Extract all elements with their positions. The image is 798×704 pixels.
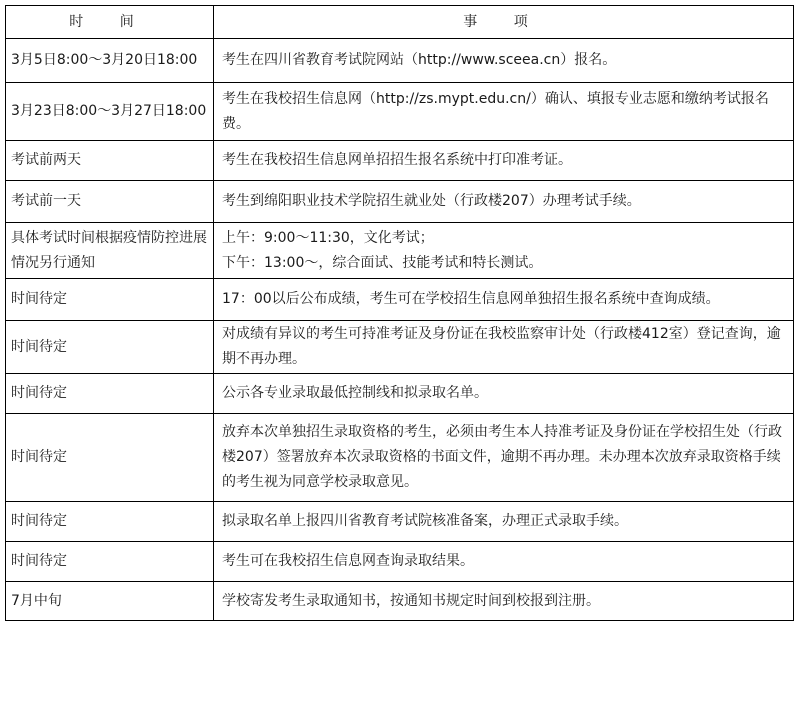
row-time: 3月23日8:00～3月27日18:00 xyxy=(6,83,214,141)
row-time: 时间待定 xyxy=(6,321,214,374)
table-row xyxy=(6,39,794,83)
row-item: 考生在我校招生信息网（http://zs.mypt.edu.cn/）确认、填报专业志愿和缴纳考试报名费。 xyxy=(214,83,794,141)
time-column-header: 时 间 xyxy=(6,6,214,39)
row-time: 时间待定 xyxy=(6,502,214,542)
row-item: 放弃本次单独招生录取资格的考生，必须由考生本人持准考证及身份证在学校招生处（行政楼207）签署放弃本次录取资格的书面文件，逾期不再办理。未办理本次放弃录取资格手续的考生视为同意学校录取意见。 xyxy=(214,414,794,502)
row-item: 学校寄发考生录取通知书，按通知书规定时间到校报到注册。 xyxy=(214,582,794,621)
row-item: 考生在我校招生信息网单招招生报名系统中打印准考证。 xyxy=(214,141,794,181)
row-item: 17：00以后公布成绩，考生可在学校招生信息网单独招生报名系统中查询成绩。 xyxy=(214,279,794,321)
table-row xyxy=(6,279,794,321)
row-time: 时间待定 xyxy=(6,414,214,502)
row-item: 公示各专业录取最低控制线和拟录取名单。 xyxy=(214,374,794,414)
table-header-row xyxy=(6,6,794,39)
row-item: 拟录取名单上报四川省教育考试院核准备案，办理正式录取手续。 xyxy=(214,502,794,542)
morning-schedule-line: 上午：9:00～11:30，文化考试； xyxy=(222,229,434,246)
table-row xyxy=(6,374,794,414)
row-item: 考生在四川省教育考试院网站（http://www.sceea.cn）报名。 xyxy=(214,39,794,83)
row-time: 3月5日8:00～3月20日18:00 xyxy=(6,39,214,83)
table-row xyxy=(6,83,794,141)
row-time: 时间待定 xyxy=(6,542,214,582)
row-time: 7月中旬 xyxy=(6,582,214,621)
row-item: 考生可在我校招生信息网查询录取结果。 xyxy=(214,542,794,582)
row-time: 时间待定 xyxy=(6,279,214,321)
row-time: 具体考试时间根据疫情防控进展情况另行通知 xyxy=(6,223,214,279)
table-row xyxy=(6,141,794,181)
row-time: 考试前两天 xyxy=(6,141,214,181)
table-row xyxy=(6,181,794,223)
row-item: 考生到绵阳职业技术学院招生就业处（行政楼207）办理考试手续。 xyxy=(214,181,794,223)
table-row xyxy=(6,414,794,502)
row-time: 考试前一天 xyxy=(6,181,214,223)
row-time: 时间待定 xyxy=(6,374,214,414)
row-item xyxy=(214,223,794,279)
table-row xyxy=(6,321,794,374)
item-column-header: 事 项 xyxy=(214,6,794,39)
table-row xyxy=(6,542,794,582)
table-row xyxy=(6,582,794,621)
table-row xyxy=(6,223,794,279)
afternoon-schedule-line: 下午：13:00～，综合面试、技能考试和特长测试。 xyxy=(222,254,543,271)
table-row xyxy=(6,502,794,542)
row-item: 对成绩有异议的考生可持准考证及身份证在我校监察审计处（行政楼412室）登记查询，逾期不再办理。 xyxy=(214,321,794,374)
admission-schedule-table xyxy=(5,5,794,621)
